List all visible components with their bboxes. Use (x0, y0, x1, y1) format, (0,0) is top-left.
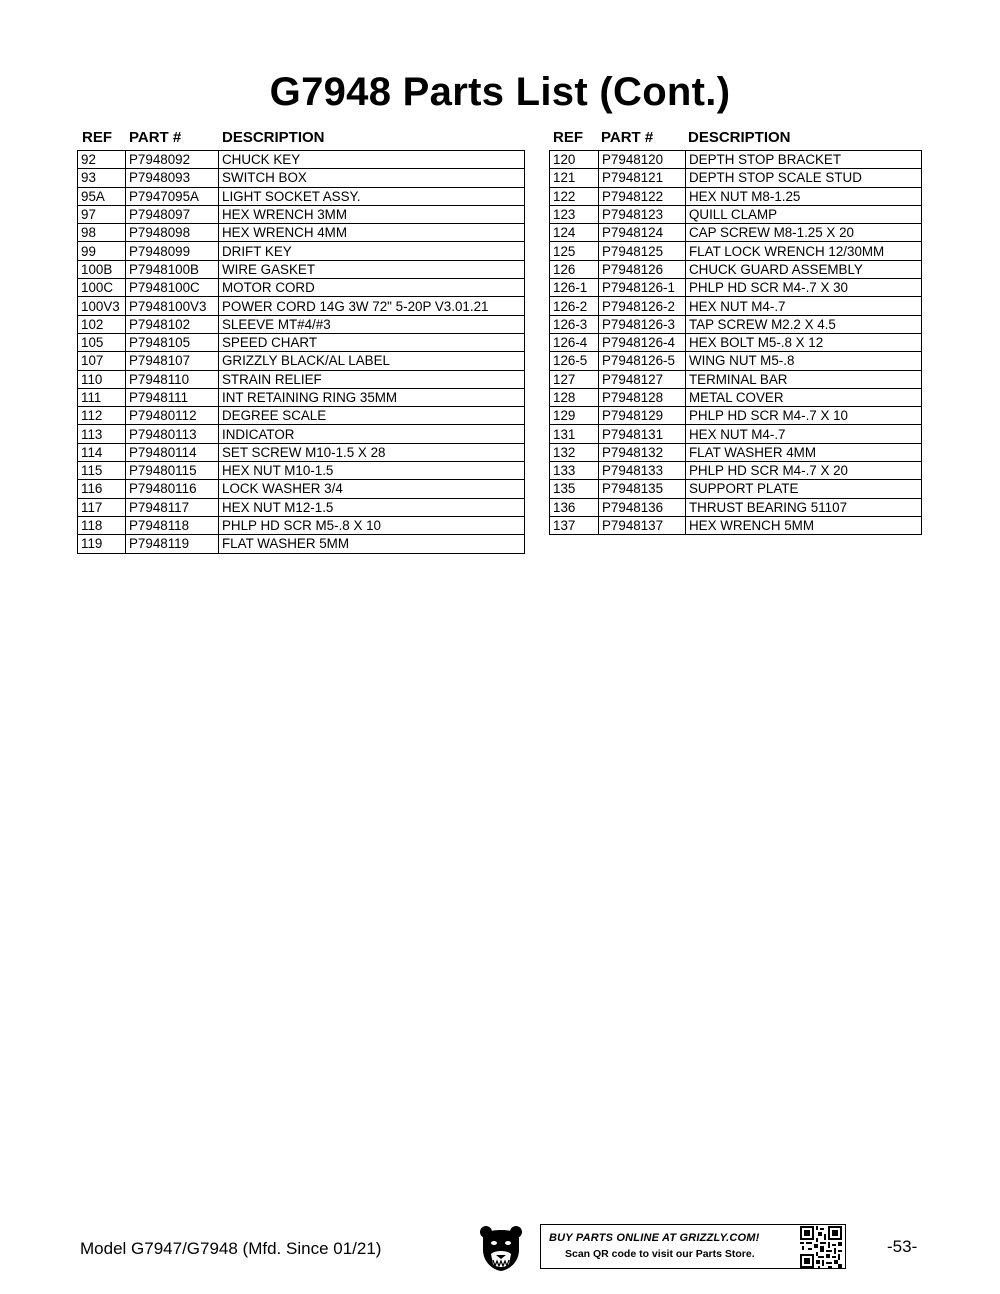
table-row (78, 388, 525, 406)
grizzly-bear-logo-icon (479, 1224, 523, 1272)
description-cell: INDICATOR (219, 425, 525, 443)
table-row (550, 260, 922, 278)
description-cell: SWITCH BOX (219, 169, 525, 187)
table-row (78, 187, 525, 205)
description-cell: SUPPORT PLATE (686, 480, 922, 498)
description-cell: HEX NUT M4-.7 (686, 425, 922, 443)
qr-code-icon[interactable] (800, 1226, 842, 1268)
part-number-cell: P7948135 (599, 480, 686, 498)
ref-cell: 128 (550, 388, 599, 406)
part-number-cell: P7948120 (599, 151, 686, 169)
buy-parts-banner[interactable] (540, 1224, 846, 1269)
table-row (550, 187, 922, 205)
ref-cell: 92 (78, 151, 126, 169)
ref-cell: 107 (78, 352, 126, 370)
description-cell: DEPTH STOP SCALE STUD (686, 169, 922, 187)
description-cell: HEX NUT M8-1.25 (686, 187, 922, 205)
part-number-cell: P7948100V3 (126, 297, 219, 315)
header-ref: REF (82, 129, 112, 146)
ref-cell: 100V3 (78, 297, 126, 315)
table-row (78, 480, 525, 498)
description-cell: TERMINAL BAR (686, 370, 922, 388)
description-cell: STRAIN RELIEF (219, 370, 525, 388)
ref-cell: 124 (550, 224, 599, 242)
description-cell: PHLP HD SCR M4-.7 X 20 (686, 462, 922, 480)
part-number-cell: P79480116 (126, 480, 219, 498)
ref-cell: 100B (78, 260, 126, 278)
part-number-cell: P7948126 (599, 260, 686, 278)
table-row (78, 498, 525, 516)
ref-cell: 126 (550, 260, 599, 278)
part-number-cell: P7948121 (599, 169, 686, 187)
part-number-cell: P7948092 (126, 151, 219, 169)
table-row (550, 333, 922, 351)
description-cell: HEX NUT M12-1.5 (219, 498, 525, 516)
part-number-cell: P7948111 (126, 388, 219, 406)
header-part: PART # (129, 129, 182, 146)
table-row (550, 462, 922, 480)
table-row (550, 224, 922, 242)
part-number-cell: P7948127 (599, 370, 686, 388)
table-row (550, 516, 922, 534)
table-row (78, 242, 525, 260)
ref-cell: 126-2 (550, 297, 599, 315)
table-row (550, 169, 922, 187)
description-cell: QUILL CLAMP (686, 205, 922, 223)
table-row (78, 370, 525, 388)
ref-cell: 105 (78, 333, 126, 351)
description-cell: MOTOR CORD (219, 279, 525, 297)
description-cell: FLAT LOCK WRENCH 12/30MM (686, 242, 922, 260)
part-number-cell: P7948100C (126, 279, 219, 297)
table-row (78, 425, 525, 443)
description-cell: GRIZZLY BLACK/AL LABEL (219, 352, 525, 370)
table-row (550, 370, 922, 388)
part-number-cell: P7948110 (126, 370, 219, 388)
part-number-cell: P7948137 (599, 516, 686, 534)
part-number-cell: P7948126-5 (599, 352, 686, 370)
table-row (78, 516, 525, 534)
ref-cell: 112 (78, 407, 126, 425)
ref-cell: 99 (78, 242, 126, 260)
ref-cell: 129 (550, 407, 599, 425)
description-cell: LIGHT SOCKET ASSY. (219, 187, 525, 205)
description-cell: CHUCK KEY (219, 151, 525, 169)
header-description: DESCRIPTION (688, 129, 791, 146)
table-row (78, 352, 525, 370)
part-number-cell: P7947095A (126, 187, 219, 205)
part-number-cell: P7948122 (599, 187, 686, 205)
header-ref: REF (553, 129, 583, 146)
header-part: PART # (601, 129, 654, 146)
ref-cell: 123 (550, 205, 599, 223)
description-cell: PHLP HD SCR M4-.7 X 10 (686, 407, 922, 425)
ref-cell: 100C (78, 279, 126, 297)
ref-cell: 97 (78, 205, 126, 223)
ref-cell: 125 (550, 242, 599, 260)
table-row (550, 498, 922, 516)
part-number-cell: P79480114 (126, 443, 219, 461)
ref-cell: 119 (78, 535, 126, 553)
description-cell: HEX NUT M4-.7 (686, 297, 922, 315)
description-cell: POWER CORD 14G 3W 72" 5-20P V3.01.21 (219, 297, 525, 315)
part-number-cell: P7948136 (599, 498, 686, 516)
ref-cell: 113 (78, 425, 126, 443)
part-number-cell: P7948126-3 (599, 315, 686, 333)
part-number-cell: P7948124 (599, 224, 686, 242)
parts-table-left (77, 150, 525, 554)
parts-table-right (549, 150, 922, 535)
part-number-cell: P7948099 (126, 242, 219, 260)
description-cell: PHLP HD SCR M5-.8 X 10 (219, 516, 525, 534)
ref-cell: 116 (78, 480, 126, 498)
table-row (550, 352, 922, 370)
header-description: DESCRIPTION (222, 129, 325, 146)
description-cell: CHUCK GUARD ASSEMBLY (686, 260, 922, 278)
description-cell: WIRE GASKET (219, 260, 525, 278)
ref-cell: 110 (78, 370, 126, 388)
description-cell: HEX WRENCH 5MM (686, 516, 922, 534)
table-row (78, 151, 525, 169)
part-number-cell: P7948126-1 (599, 279, 686, 297)
description-cell: DEPTH STOP BRACKET (686, 151, 922, 169)
table-row (550, 480, 922, 498)
ref-cell: 122 (550, 187, 599, 205)
table-row (550, 315, 922, 333)
description-cell: METAL COVER (686, 388, 922, 406)
ref-cell: 121 (550, 169, 599, 187)
description-cell: DEGREE SCALE (219, 407, 525, 425)
part-number-cell: P7948118 (126, 516, 219, 534)
ref-cell: 114 (78, 443, 126, 461)
table-row (78, 205, 525, 223)
table-row (78, 443, 525, 461)
description-cell: TAP SCREW M2.2 X 4.5 (686, 315, 922, 333)
ref-cell: 126-1 (550, 279, 599, 297)
description-cell: WING NUT M5-.8 (686, 352, 922, 370)
part-number-cell: P79480112 (126, 407, 219, 425)
table-row (550, 205, 922, 223)
ref-cell: 136 (550, 498, 599, 516)
ref-cell: 117 (78, 498, 126, 516)
ref-cell: 118 (78, 516, 126, 534)
part-number-cell: P7948105 (126, 333, 219, 351)
part-number-cell: P79480113 (126, 425, 219, 443)
part-number-cell: P7948117 (126, 498, 219, 516)
description-cell: CAP SCREW M8-1.25 X 20 (686, 224, 922, 242)
description-cell: INT RETAINING RING 35MM (219, 388, 525, 406)
table-row (550, 297, 922, 315)
description-cell: SPEED CHART (219, 333, 525, 351)
part-number-cell: P7948131 (599, 425, 686, 443)
ref-cell: 126-5 (550, 352, 599, 370)
table-row (78, 315, 525, 333)
part-number-cell: P7948123 (599, 205, 686, 223)
ref-cell: 133 (550, 462, 599, 480)
ref-cell: 126-3 (550, 315, 599, 333)
ref-cell: 120 (550, 151, 599, 169)
table-row (78, 407, 525, 425)
table-row (550, 242, 922, 260)
description-cell: HEX BOLT M5-.8 X 12 (686, 333, 922, 351)
ref-cell: 95A (78, 187, 126, 205)
description-cell: SLEEVE MT#4/#3 (219, 315, 525, 333)
table-row (550, 443, 922, 461)
part-number-cell: P7948100B (126, 260, 219, 278)
table-row (78, 462, 525, 480)
table-row (550, 425, 922, 443)
table-row (78, 169, 525, 187)
description-cell: FLAT WASHER 5MM (219, 535, 525, 553)
left-column-headers (77, 129, 524, 147)
description-cell: PHLP HD SCR M4-.7 X 30 (686, 279, 922, 297)
buy-online-text: BUY PARTS ONLINE AT GRIZZLY.COM! (549, 1232, 760, 1244)
table-row (78, 279, 525, 297)
right-column-headers (549, 129, 921, 147)
description-cell: HEX NUT M10-1.5 (219, 462, 525, 480)
part-number-cell: P7948098 (126, 224, 219, 242)
part-number-cell: P7948133 (599, 462, 686, 480)
description-cell: SET SCREW M10-1.5 X 28 (219, 443, 525, 461)
description-cell: HEX WRENCH 4MM (219, 224, 525, 242)
table-row (78, 333, 525, 351)
table-row (550, 279, 922, 297)
part-number-cell: P7948125 (599, 242, 686, 260)
ref-cell: 126-4 (550, 333, 599, 351)
ref-cell: 135 (550, 480, 599, 498)
part-number-cell: P7948107 (126, 352, 219, 370)
table-row (550, 388, 922, 406)
description-cell: DRIFT KEY (219, 242, 525, 260)
part-number-cell: P7948129 (599, 407, 686, 425)
table-row (78, 224, 525, 242)
part-number-cell: P7948128 (599, 388, 686, 406)
ref-cell: 132 (550, 443, 599, 461)
ref-cell: 137 (550, 516, 599, 534)
part-number-cell: P7948126-4 (599, 333, 686, 351)
ref-cell: 111 (78, 388, 126, 406)
page-title: G7948 Parts List (Cont.) (269, 70, 731, 114)
part-number-cell: P79480115 (126, 462, 219, 480)
part-number-cell: P7948102 (126, 315, 219, 333)
part-number-cell: P7948126-2 (599, 297, 686, 315)
ref-cell: 127 (550, 370, 599, 388)
ref-cell: 131 (550, 425, 599, 443)
part-number-cell: P7948097 (126, 205, 219, 223)
ref-cell: 115 (78, 462, 126, 480)
table-row (78, 535, 525, 553)
table-row (550, 151, 922, 169)
description-cell: LOCK WASHER 3/4 (219, 480, 525, 498)
part-number-cell: P7948119 (126, 535, 219, 553)
table-row (550, 407, 922, 425)
model-info: Model G7947/G7948 (Mfd. Since 01/21) (80, 1239, 382, 1258)
ref-cell: 93 (78, 169, 126, 187)
description-cell: THRUST BEARING 51107 (686, 498, 922, 516)
table-row (78, 260, 525, 278)
part-number-cell: P7948132 (599, 443, 686, 461)
ref-cell: 98 (78, 224, 126, 242)
page-number: -53- (887, 1237, 918, 1256)
ref-cell: 102 (78, 315, 126, 333)
description-cell: FLAT WASHER 4MM (686, 443, 922, 461)
table-row (78, 297, 525, 315)
part-number-cell: P7948093 (126, 169, 219, 187)
description-cell: HEX WRENCH 3MM (219, 205, 525, 223)
scan-qr-text: Scan QR code to visit our Parts Store. (565, 1248, 755, 1260)
